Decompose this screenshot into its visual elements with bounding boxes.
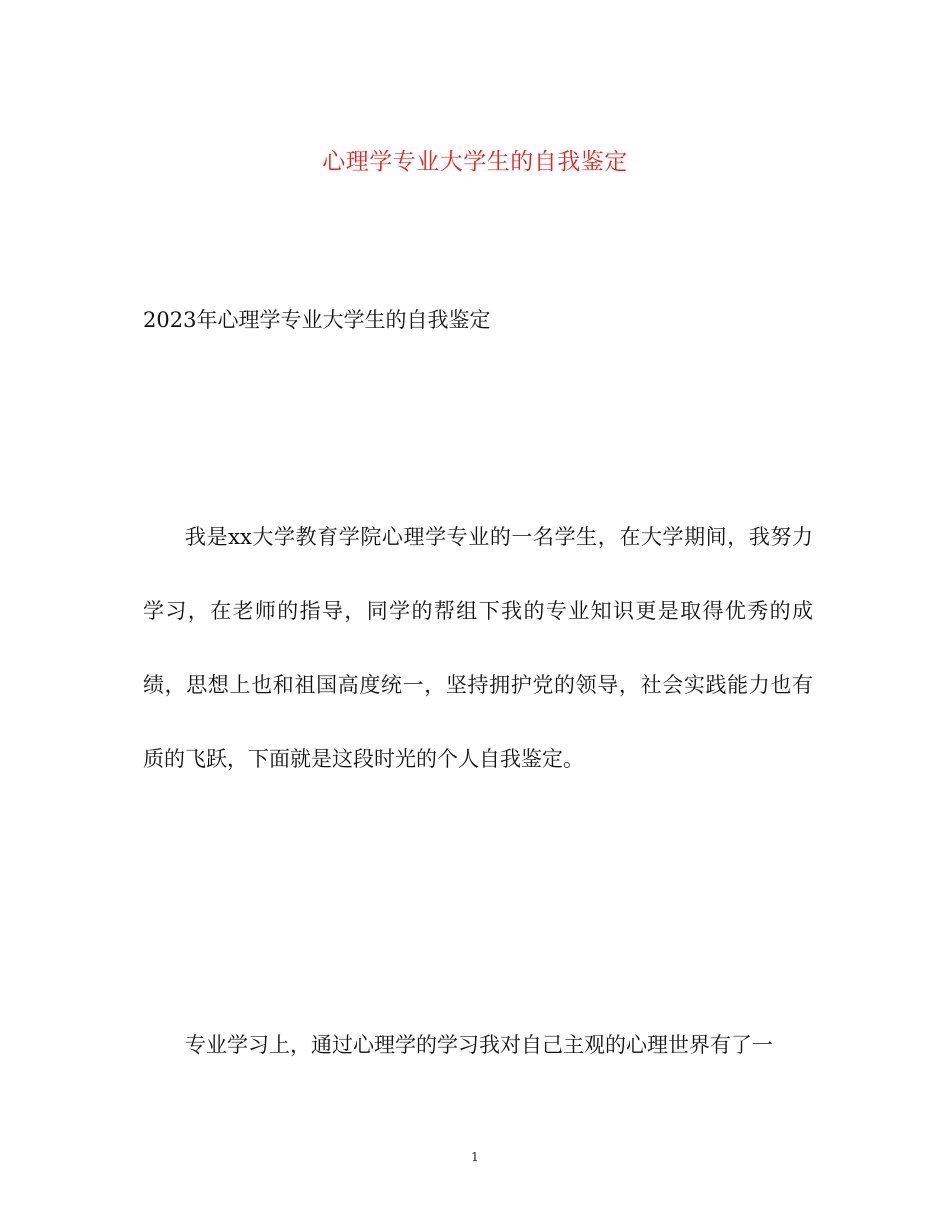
document-subtitle: 2023年心理学专业大学生的自我鉴定 <box>143 308 491 332</box>
document-title: 心理学专业大学生的自我鉴定 <box>322 149 628 175</box>
body-paragraph-2: 专业学习上，通过心理学的学习我对自己主观的心理世界有了一 <box>185 1033 773 1057</box>
page-number: 1 <box>471 1150 479 1164</box>
body-paragraph-1: 我是xx大学教育学院心理学专业的一名学生，在大学期间，我努力学习，在老师的指导，同学的帮组下我的专业知识更是取得优秀的成绩，思想上也和祖国高度统一，坚持拥护党的领导，社会实践能力也有质的飞跃，下面就是这段时光的个人自我鉴定。 <box>143 525 813 771</box>
